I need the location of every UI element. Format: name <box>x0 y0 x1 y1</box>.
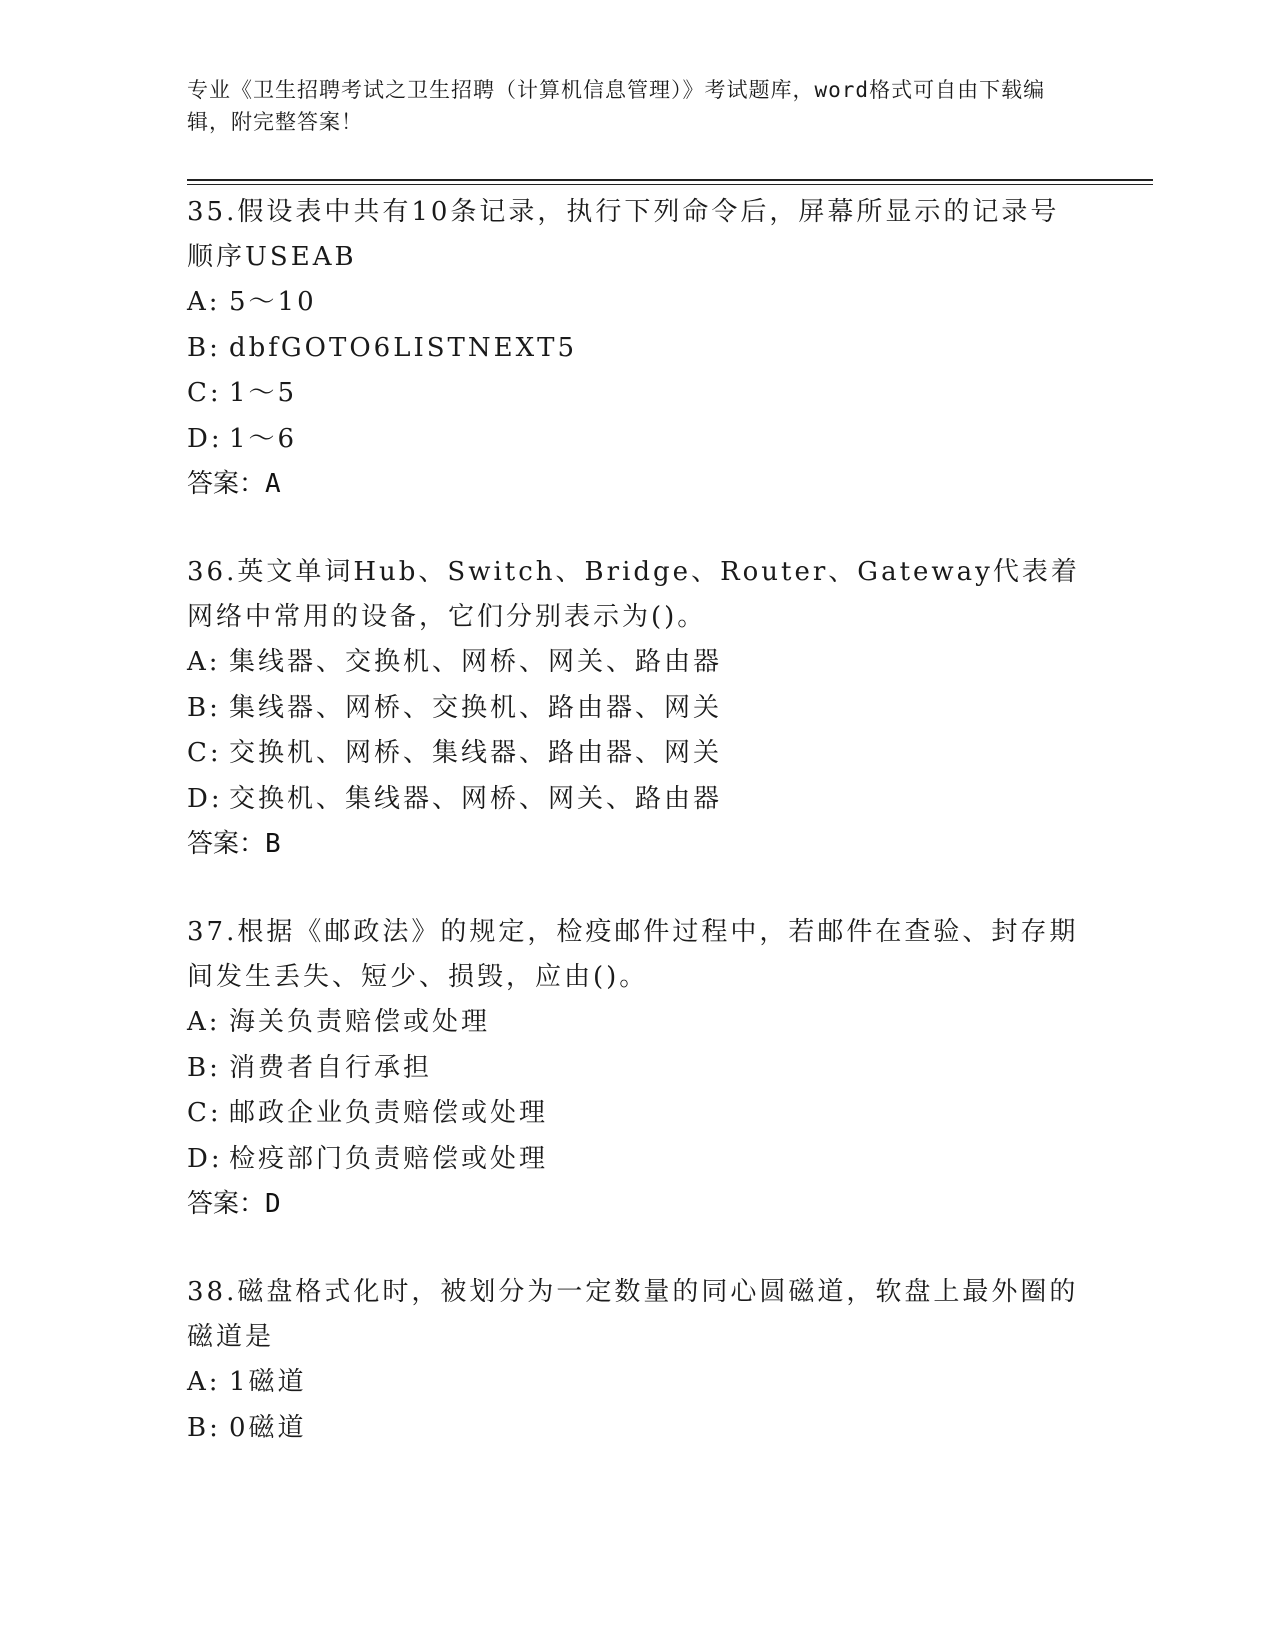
question-stem: 37.根据《邮政法》的规定，检疫邮件过程中，若邮件在查验、封存期间发生丢失、短少、损毁，应由()。 <box>187 917 1079 992</box>
question-stem: 36.英文单词Hub、Switch、Bridge、Router、Gateway代表着网络中常用的设备，它们分别表示为()。 <box>187 557 1080 632</box>
option-letter: B: <box>187 692 221 723</box>
option-letter: D: <box>187 423 223 454</box>
option-text: dbfGOTO6LISTNEXT5 <box>229 332 578 363</box>
option-text: 交换机、集线器、网桥、网关、路由器 <box>229 783 723 814</box>
option-text: 检疫部门负责赔偿或处理 <box>229 1143 549 1174</box>
question-36 <box>187 550 1087 866</box>
option-b <box>187 686 1087 732</box>
option-letter: C: <box>187 1098 222 1128</box>
question-35 <box>187 190 1087 506</box>
option-letter: B: <box>187 1052 221 1083</box>
option-letter: A: <box>187 1007 221 1037</box>
option-letter: D: <box>187 1143 223 1174</box>
option-c <box>187 1091 1087 1137</box>
option-letter: A: <box>187 287 221 317</box>
option-d <box>187 417 1087 463</box>
option-b <box>187 326 1087 372</box>
option-d <box>187 777 1087 823</box>
option-letter: B: <box>187 332 221 363</box>
header-rule-thick <box>187 179 1153 181</box>
option-text: 1～6 <box>229 423 298 454</box>
option-text: 集线器、网桥、交换机、路由器、网关 <box>229 692 723 723</box>
document-header <box>187 74 1067 138</box>
option-letter: B: <box>187 1412 221 1443</box>
option-text: 0磁道 <box>229 1412 307 1443</box>
option-text: 邮政企业负责赔偿或处理 <box>229 1098 549 1128</box>
option-letter: C: <box>187 378 222 408</box>
answer-line: 答案：D <box>187 1189 281 1219</box>
option-a <box>187 1360 1087 1406</box>
option-letter: D: <box>187 783 223 814</box>
question-stem: 35.假设表中共有10条记录，执行下列命令后，屏幕所显示的记录号顺序USEAB <box>187 197 1060 272</box>
option-letter: A: <box>187 647 221 677</box>
option-text: 海关负责赔偿或处理 <box>229 1007 491 1037</box>
option-text: 集线器、交换机、网桥、网关、路由器 <box>229 647 723 677</box>
option-b <box>187 1406 1087 1452</box>
question-stem: 38.磁盘格式化时，被划分为一定数量的同心圆磁道，软盘上最外圈的磁道是 <box>187 1277 1079 1352</box>
option-b <box>187 1046 1087 1092</box>
answer-line: 答案：A <box>187 469 281 499</box>
header-text: 专业《卫生招聘考试之卫生招聘（计算机信息管理）》考试题库，word格式可自由下载编辑，附完整答案！ <box>187 78 1046 134</box>
option-a <box>187 280 1087 326</box>
option-text: 1磁道 <box>229 1367 307 1397</box>
option-d <box>187 1137 1087 1183</box>
option-text: 交换机、网桥、集线器、路由器、网关 <box>229 738 723 768</box>
option-text: 消费者自行承担 <box>229 1052 433 1083</box>
answer-line: 答案：B <box>187 829 281 859</box>
option-letter: A: <box>187 1367 221 1397</box>
header-rule-thin <box>187 184 1153 185</box>
question-38 <box>187 1270 1087 1451</box>
option-text: 5～10 <box>229 287 317 317</box>
option-a <box>187 1000 1087 1046</box>
option-text: 1～5 <box>229 378 298 408</box>
option-letter: C: <box>187 738 222 768</box>
question-list <box>187 190 1087 1495</box>
question-37 <box>187 910 1087 1226</box>
option-c <box>187 731 1087 777</box>
option-c <box>187 371 1087 417</box>
option-a <box>187 640 1087 686</box>
